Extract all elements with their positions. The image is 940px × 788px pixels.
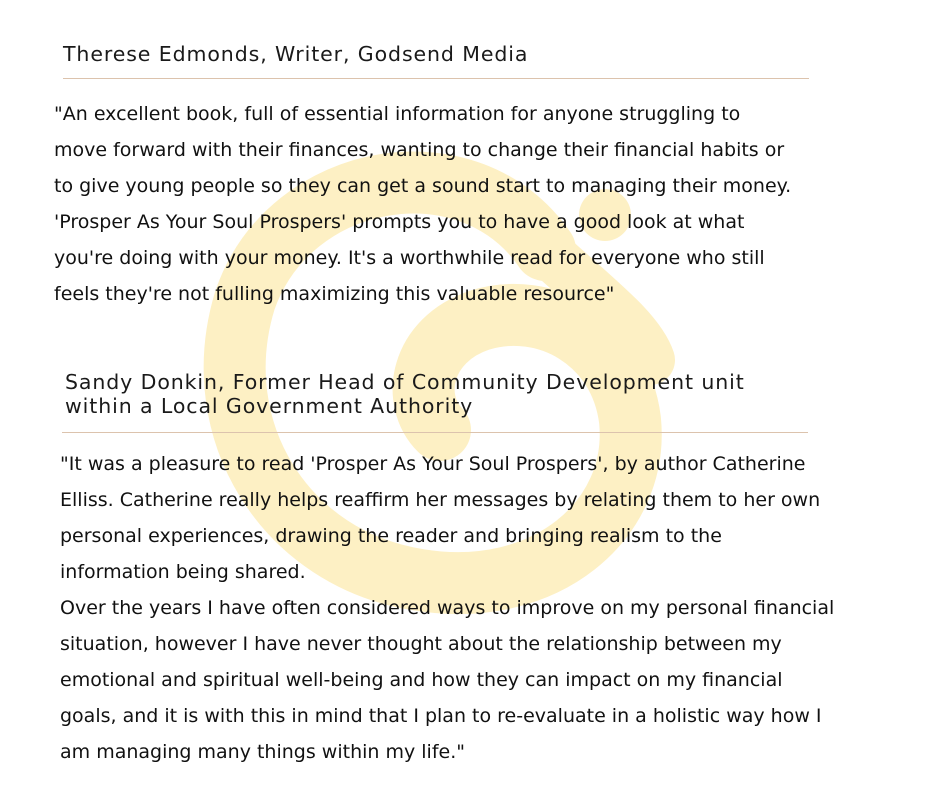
quote-line: "An excellent book, full of essential information for anyone struggling to <box>54 103 741 125</box>
quote-line: "It was a pleasure to read 'Prosper As Your Soul Prospers', by author Catherine <box>60 453 806 475</box>
quote-line: situation, however I have never thought about the relationship between my <box>60 633 782 655</box>
attribution-line: within a Local Government Authority <box>65 394 474 418</box>
quote-line: to give young people so they can get a sound start to managing their money. <box>54 175 792 197</box>
quote-line: feels they're not fulling maximizing this valuable resource" <box>54 283 615 305</box>
attribution-line: Therese Edmonds, Writer, Godsend Media <box>63 42 529 66</box>
quote-line: move forward with their finances, wanting to change their financial habits or <box>54 139 785 161</box>
testimonial-1-attribution <box>63 42 528 66</box>
quote-line: am managing many things within my life." <box>60 741 465 763</box>
divider-1 <box>63 78 809 79</box>
testimonial-1-quote <box>54 96 791 312</box>
quote-line: personal experiences, drawing the reader and bringing realism to the <box>60 525 722 547</box>
quote-line: you're doing with your money. It's a worthwhile read for everyone who still <box>54 247 765 269</box>
attribution-line: Sandy Donkin, Former Head of Community Development unit <box>65 370 745 394</box>
quote-line: information being shared. <box>60 561 306 583</box>
divider-2 <box>62 432 808 433</box>
quote-line: Elliss. Catherine really helps reaffirm her messages by relating them to her own <box>60 489 821 511</box>
quote-line: goals, and it is with this in mind that I plan to re-evaluate in a holistic way how I <box>60 705 822 727</box>
quote-line: emotional and spiritual well-being and how they can impact on my financial <box>60 669 783 691</box>
testimonial-2-quote <box>60 446 834 770</box>
testimonial-2-attribution <box>65 370 745 418</box>
quote-line: Over the years I have often considered ways to improve on my personal financial <box>60 597 835 619</box>
quote-line: 'Prosper As Your Soul Prospers' prompts you to have a good look at what <box>54 211 745 233</box>
